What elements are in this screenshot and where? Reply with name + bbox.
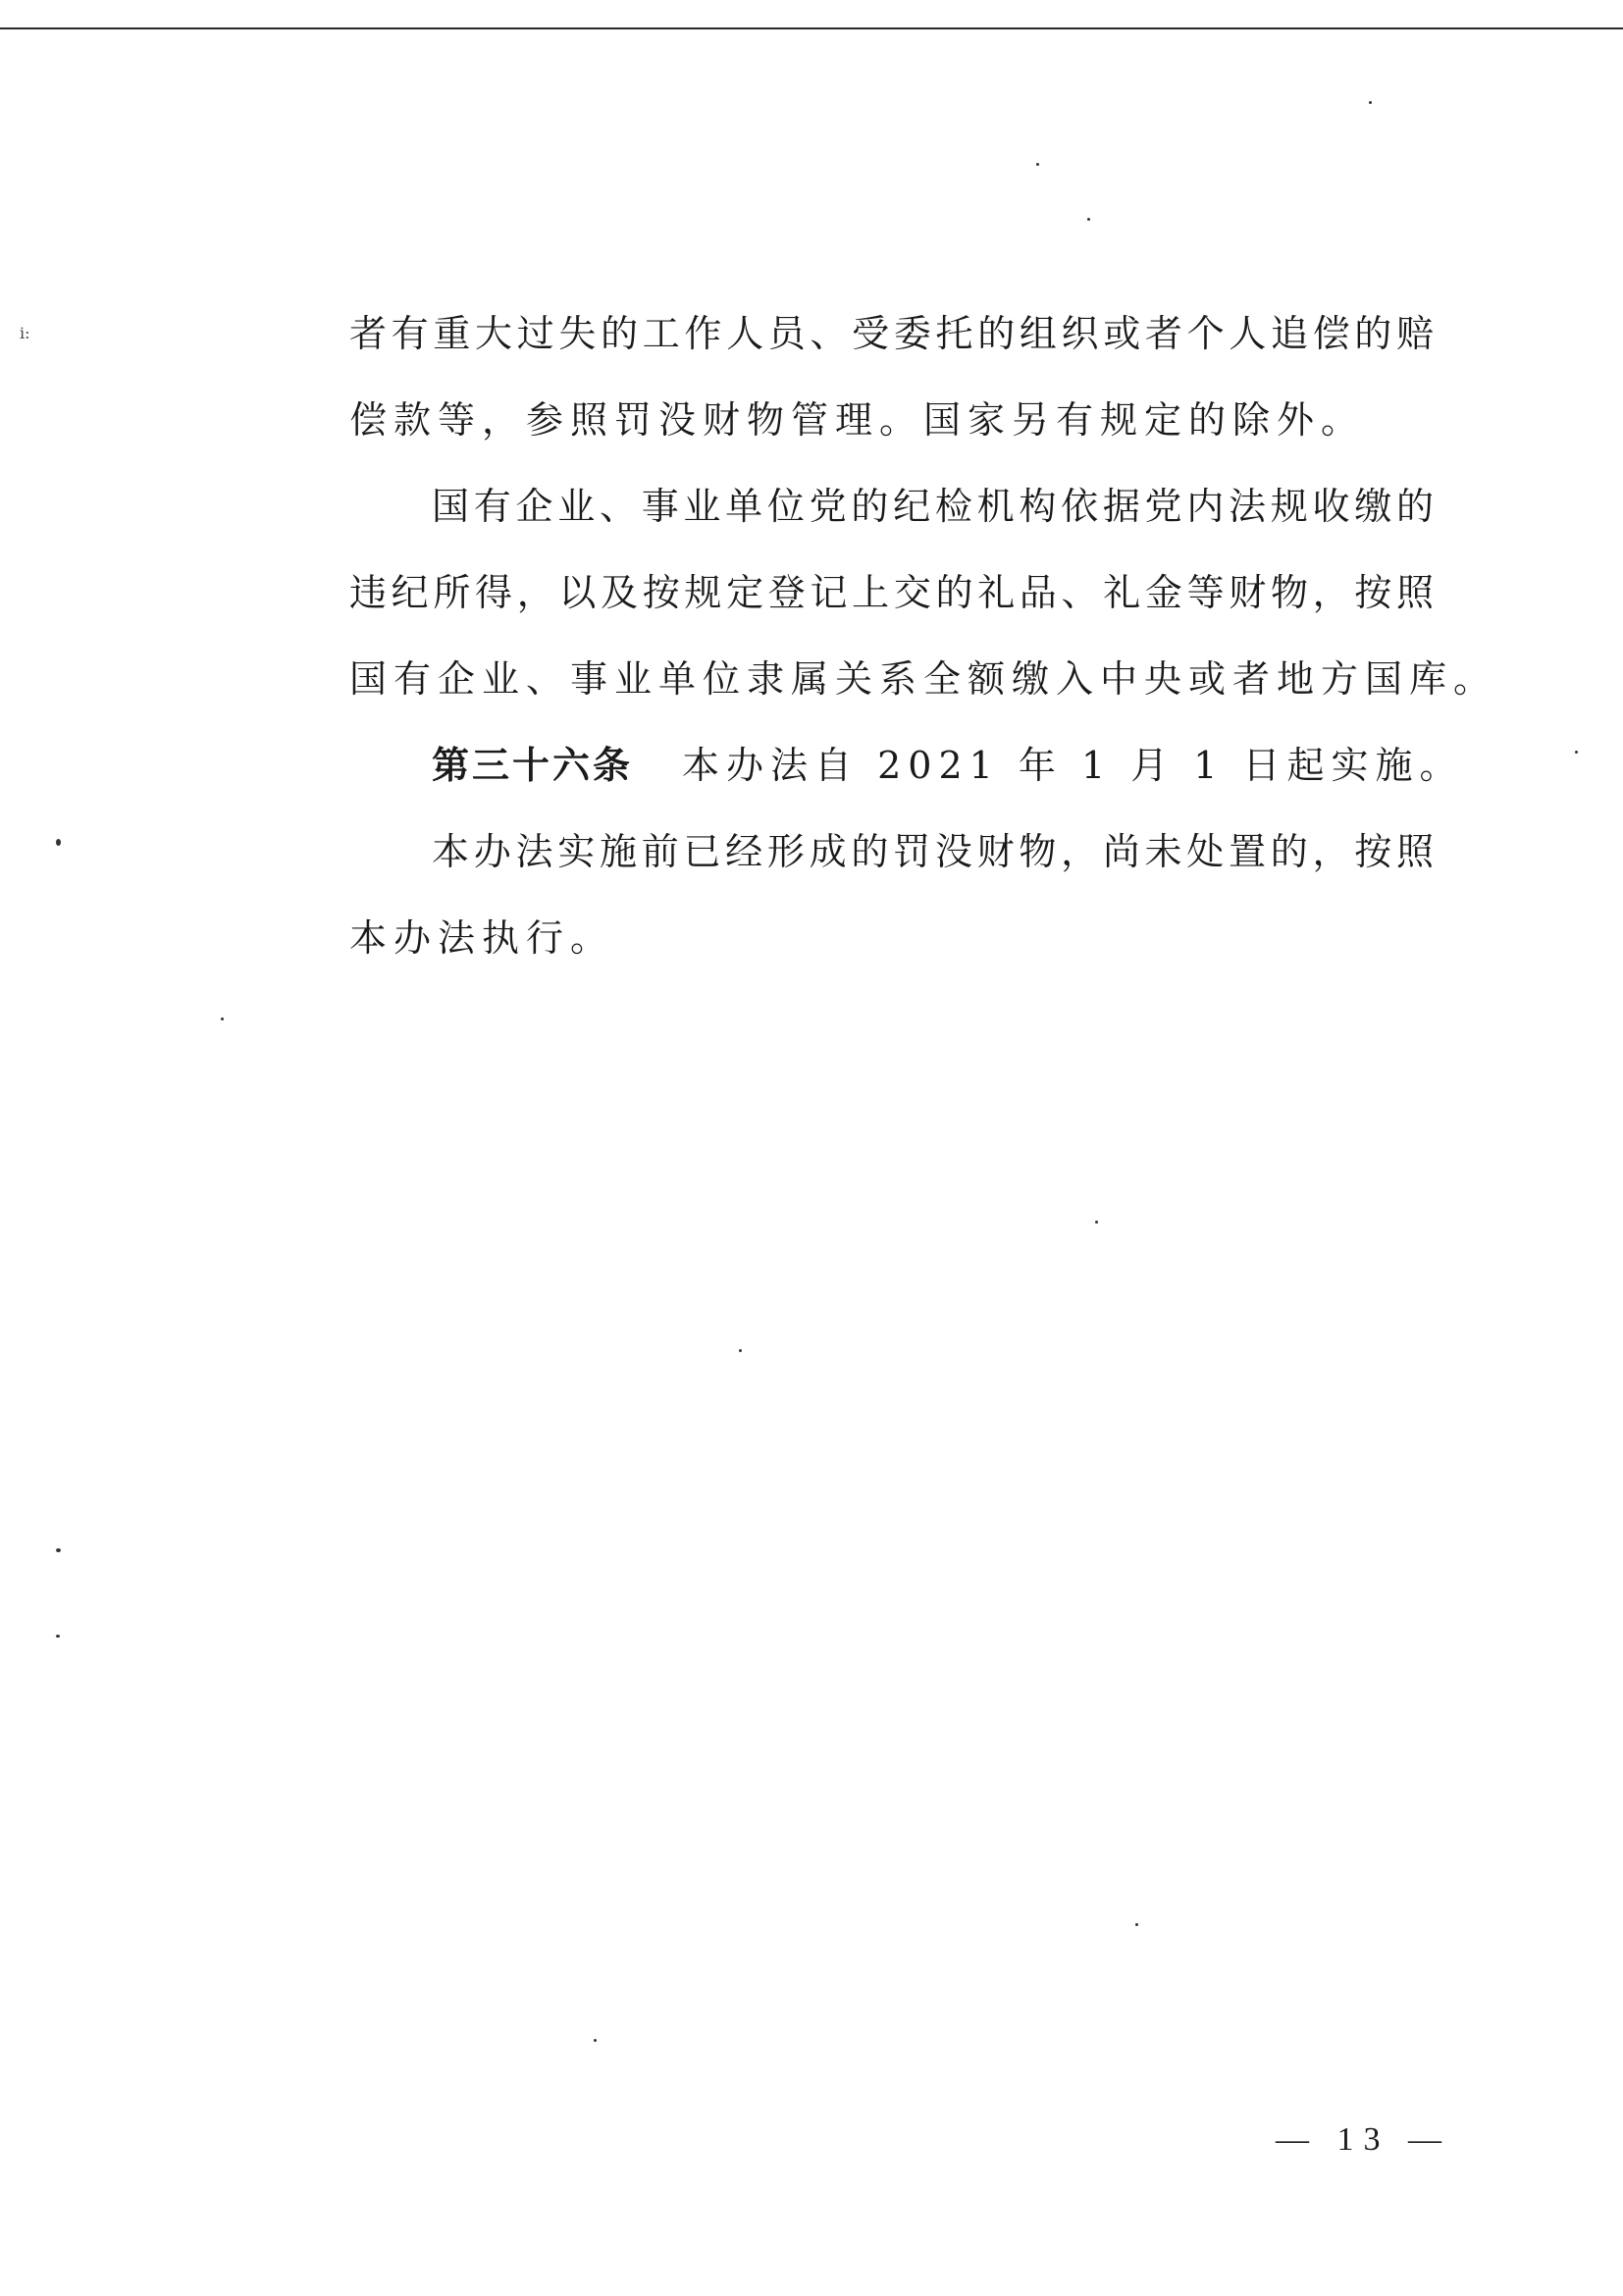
scan-speck <box>221 1018 224 1020</box>
paragraph-line: 本办法执行。 <box>349 916 615 960</box>
scan-speck <box>1135 1923 1138 1926</box>
document-body <box>349 290 1498 981</box>
scan-speck <box>1087 218 1090 221</box>
top-border-line <box>0 27 1623 29</box>
scan-speck <box>56 1548 61 1552</box>
scan-speck <box>1575 751 1578 754</box>
article-36 <box>349 722 1464 809</box>
paragraph-line: 违纪所得，以及按规定登记上交的礼品、礼金等财物，按照 <box>349 571 1434 614</box>
paragraph-line: 国有企业、事业单位隶属关系全额缴入中央或者地方国库。 <box>349 657 1498 701</box>
scan-speck <box>56 1635 60 1638</box>
paragraph-line: 国有企业、事业单位党的纪检机构依据党内法规收缴的 <box>432 485 1434 528</box>
scan-speck <box>594 2039 597 2042</box>
paragraph-line: 本办法实施前已经形成的罚没财物，尚未处置的，按照 <box>432 830 1434 873</box>
article-number: 第三十六条 <box>432 744 634 787</box>
paragraph-line: 偿款等，参照罚没财物管理。国家另有规定的除外。 <box>349 398 1366 442</box>
paragraph-line: 者有重大过失的工作人员、受委托的组织或者个人追偿的赔 <box>349 312 1434 355</box>
scan-speck <box>739 1349 742 1352</box>
margin-mark: ⅰ: <box>20 324 30 342</box>
page-number: — 13 — <box>1276 2121 1451 2158</box>
article-text: 本办法自 2021 年 1 月 1 日起实施。 <box>682 744 1464 787</box>
scan-speck <box>56 839 61 846</box>
scan-speck <box>1036 163 1039 166</box>
scan-speck <box>1369 101 1372 104</box>
scan-speck <box>1095 1221 1098 1224</box>
